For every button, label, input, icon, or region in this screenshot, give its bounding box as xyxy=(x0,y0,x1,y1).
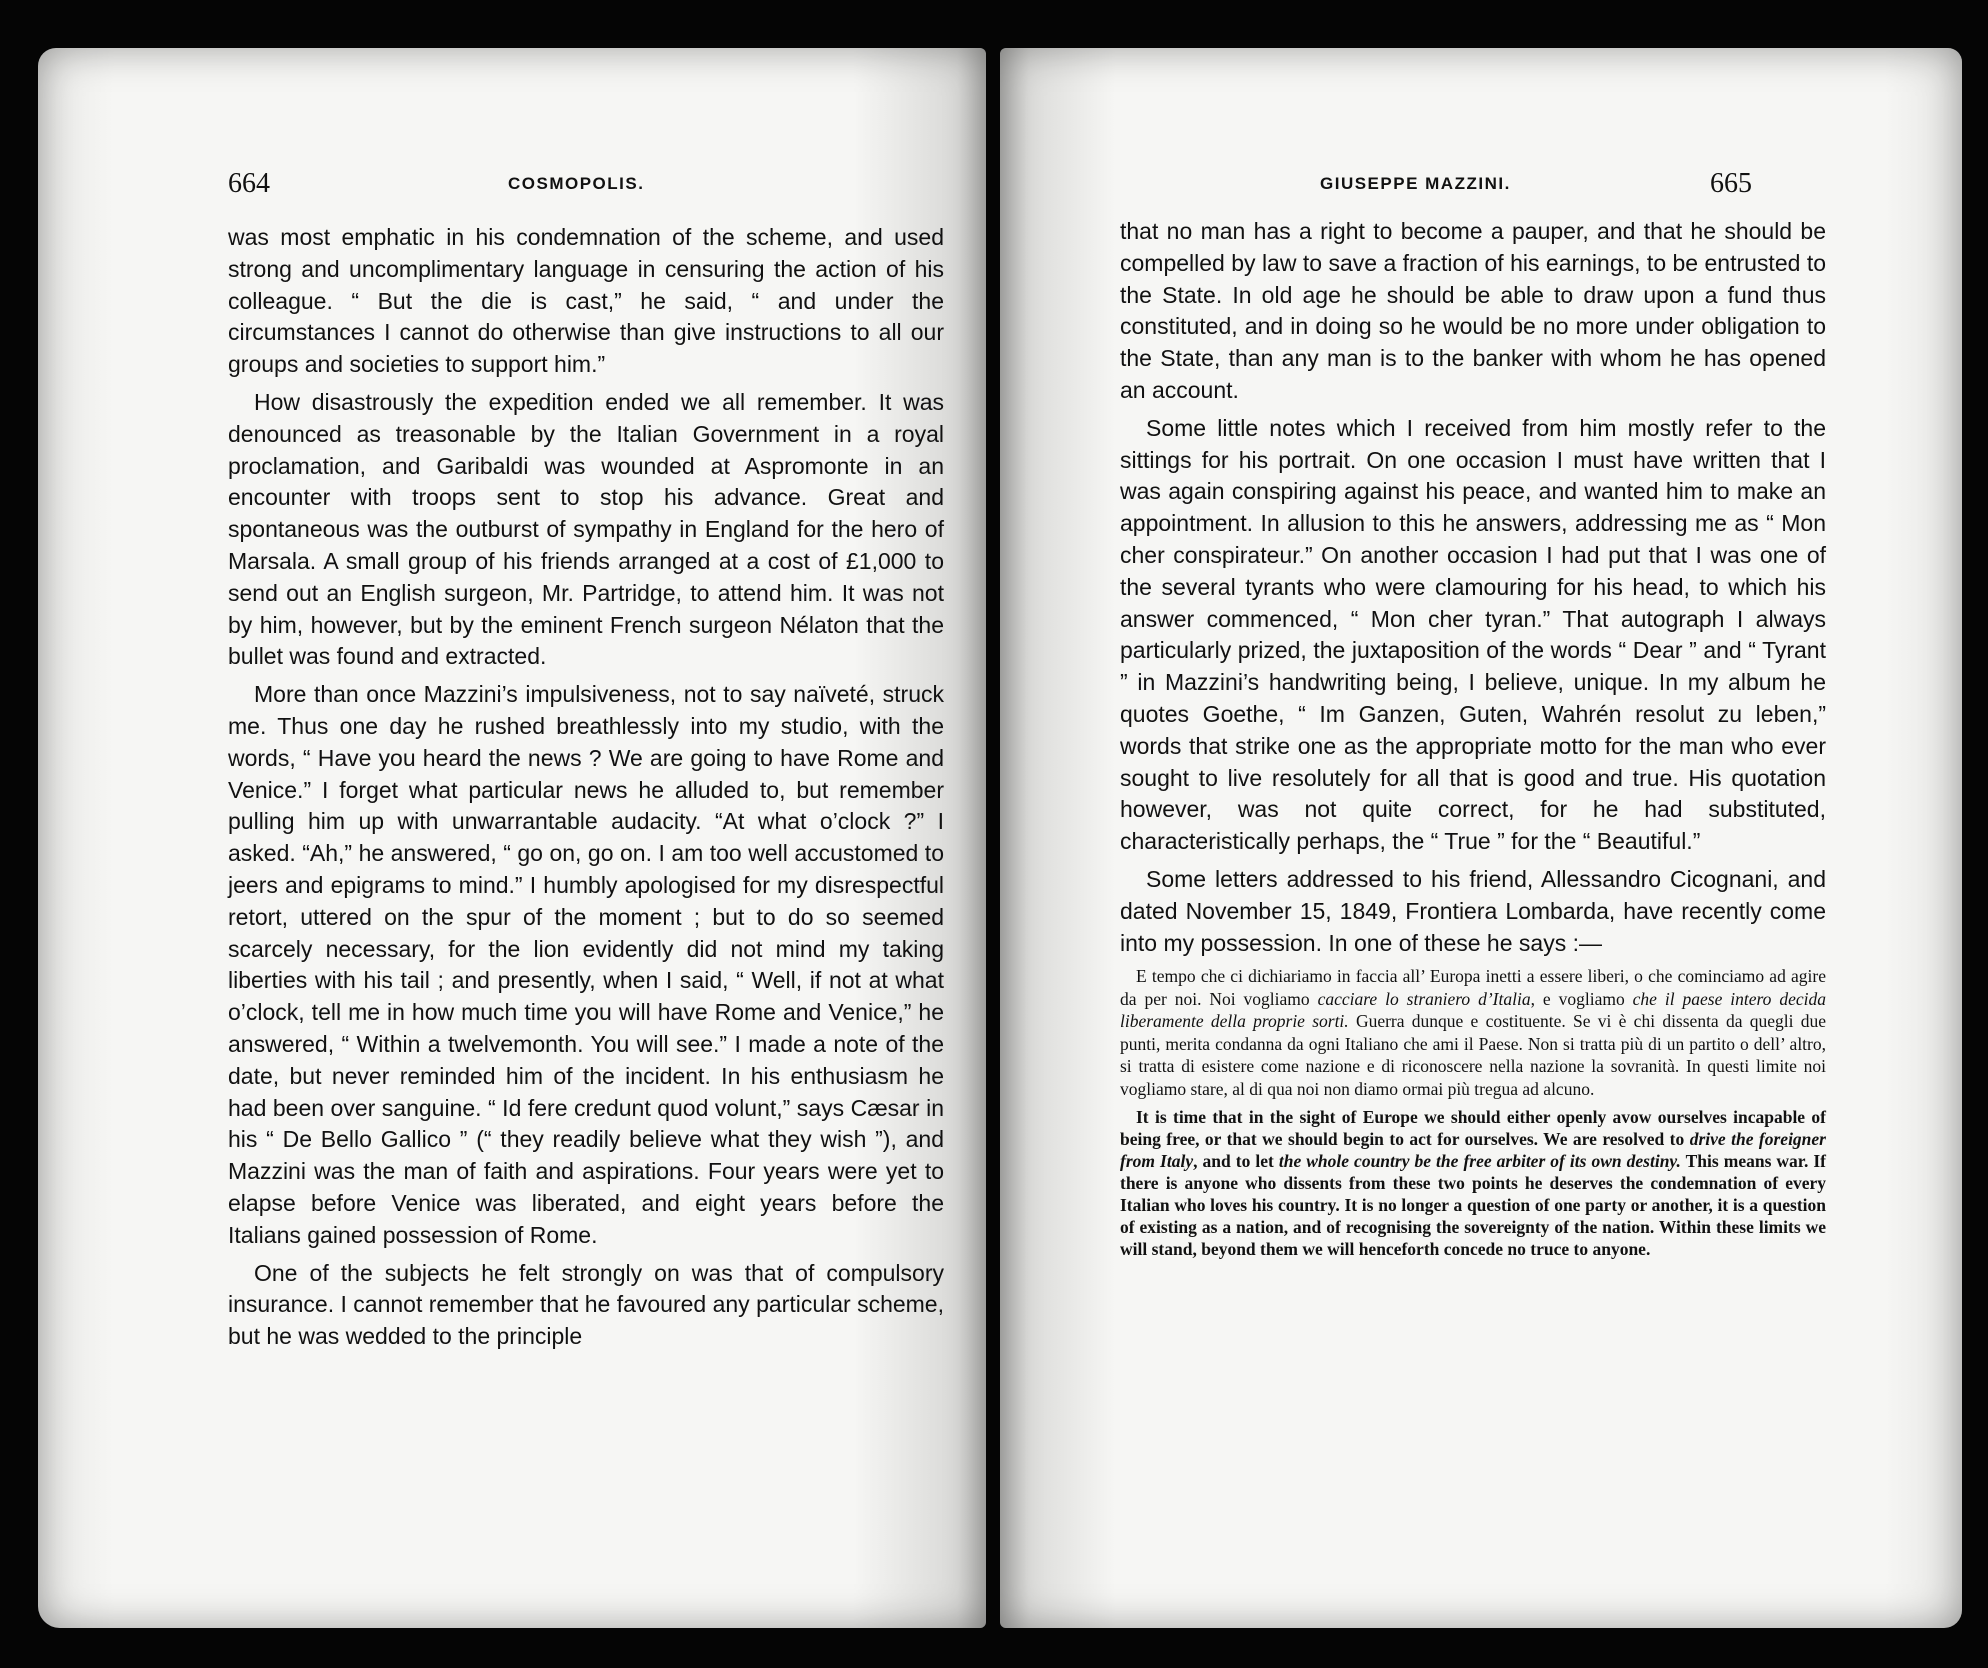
page-number-right: 665 xyxy=(1710,168,1752,199)
quote-text: , and to let xyxy=(1193,1151,1279,1172)
paragraph: Some letters addressed to his friend, Allessandro Cicognani, and dated November 15, 1849, Frontiera Lombarda, have recently come into my possession. In one of these he says :— xyxy=(1120,865,1826,956)
quote-text: It is time that in the sight of Europe we should either openly avow ourselves incapable of being free, or that we should begin to act for ourselves. We are resolved to xyxy=(1120,1107,1826,1150)
quote-text: Guerra dunque e costituente. Se vi è chi dissenta da quegli due punti, merita condanna da ogni Italiano che ami il Paese. Non si tratta più di un partito o dell’ altro, si tratta di esistere come nazione e di riconoscere nella nazione la sovranità. In questi limite noi vogliamo stare, al di qua noi non diamo ormai più tregua ad alcuno. xyxy=(1120,1011,1826,1099)
quote-text: E tempo che ci dichiariamo in faccia all’ Europa inetti a essere liberi, o che cominciamo ad agire da per noi. Noi vogliamo xyxy=(1120,966,1826,1009)
left-text-block xyxy=(228,222,944,1359)
right-text-block xyxy=(1120,216,1826,1266)
paragraph: More than once Mazzini’s impulsiveness, not to say naïveté, struck me. Thus one day he rushed breathlessly into my studio, with the words, “ Have you heard the news ? We are going to have Rome and Venice.” I forget what particular news he alluded to, but remember pulling him up with unwarrantable audacity. “At what o’clock ?” I asked. “Ah,” he answered, “ go on, go on. I am too well accustomed to jeers and epigrams to mind.” I humbly apologised for my disrespectful retort, uttered on the spur of the moment ; but to do so seemed scarcely necessary, for the lion evidently did not mind my taking liberties with his tail ; and presently, when I said, “ Well, if not at what o’clock, tell me in how much time you will have Rome and Venice,” he answered, “ Within a twelvemonth. You will see.” I made a note of the date, but never reminded him of the incident. In his enthusiasm he had been over sanguine. “ Id fere credunt quod volunt,” says Cæsar in his “ De Bello Gallico ” (“ they readily believe what they wish ”), and Mazzini was the man of faith and aspirations. Four years were yet to elapse before Venice was liberated, and eight years before the Italians gained possession of Rome. xyxy=(228,681,944,1248)
quote-italic: che il paese intero decida liberamente della proprie sorti. xyxy=(1120,988,1827,1032)
right-running-head xyxy=(1000,168,1962,208)
paragraph: Some little notes which I received from him mostly refer to the sittings for his portrait. On one occasion I must have written that I was again conspiring against his peace, and wanted him to make an appointment. In allusion to this he answers, addressing me as “ Mon cher conspirateur.” On another occasion I had put that I was one of the several tyrants who were clamouring for his head, to which his answer commenced, “ Mon cher tyran.” That autograph I always particularly prized, the juxtaposition of the words “ Dear ” and “ Tyrant ” in Mazzini’s handwriting being, I believe, unique. In my album he quotes Goethe, “ Im Ganzen, Guten, Wahrén resolut zu leben,” words that strike one as the appropriate motto for the man who ever sought to live resolutely for all that is good and true. His quotation however, was not quite correct, for he had substituted, characteristically perhaps, the “ True ” for the “ Beautiful.” xyxy=(1120,414,1826,855)
paragraph: How disastrously the expedition ended we all remember. It was denounced as treasonable by the Italian Government in a royal proclamation, and Garibaldi was wounded at Aspromonte in an encounter with troops sent to stop his advance. Great and spontaneous was the outburst of sympathy in England for the hero of Marsala. A small group of his friends arranged at a cost of £1,000 to send out an English surgeon, Mr. Partridge, to attend him. It was not by him, however, but by the eminent French surgeon Nélaton that the bullet was found and extracted. xyxy=(228,388,944,670)
running-title-left: COSMOPOLIS. xyxy=(508,174,645,193)
quote-italic: cacciare lo straniero d’Italia xyxy=(1317,988,1531,1009)
paragraph: One of the subjects he felt strongly on was that of compulsory insurance. I cannot remember that he favoured any particular scheme, but he was wedded to the principle xyxy=(228,1259,944,1350)
quote-italic: drive the foreigner from Italy xyxy=(1120,1129,1826,1172)
right-page xyxy=(1000,48,1962,1628)
page-number-left: 664 xyxy=(228,168,270,199)
running-title-right: GIUSEPPE MAZZINI. xyxy=(1320,174,1511,193)
paragraph: that no man has a right to become a pauper, and that he should be compelled by law to save a fraction of his earnings, to be entrusted to the State. In old age he should be able to draw upon a fund thus constituted, and in doing so he would be no more under obligation to the State, than any man is to the banker with whom he has opened an account. xyxy=(1120,218,1826,403)
left-page xyxy=(38,48,986,1628)
english-translation xyxy=(1120,1106,1826,1260)
quote-text: This means war. If there is anyone who dissents from these two points he deserves the condemnation of every Italian who loves his country. It is no longer a question of one party or another, it is a question of existing as a nation, and of recognising the sovereignty of the nation. Within these limits we will stand, beyond them we will henceforth concede no truce to anyone. xyxy=(1120,1151,1827,1260)
quote-text: , e vogliamo xyxy=(1530,988,1633,1009)
quote-italic: the whole country be the free arbiter of its own destiny. xyxy=(1278,1151,1681,1172)
paragraph: was most emphatic in his condemnation of the scheme, and used strong and uncomplimentary language in censuring the action of his colleague. “ But the die is cast,” he said, “ and under the circumstances I cannot do otherwise than give instructions to all our groups and societies to support him.” xyxy=(228,224,944,378)
left-running-head xyxy=(38,168,986,208)
italian-quotation xyxy=(1120,965,1826,1100)
